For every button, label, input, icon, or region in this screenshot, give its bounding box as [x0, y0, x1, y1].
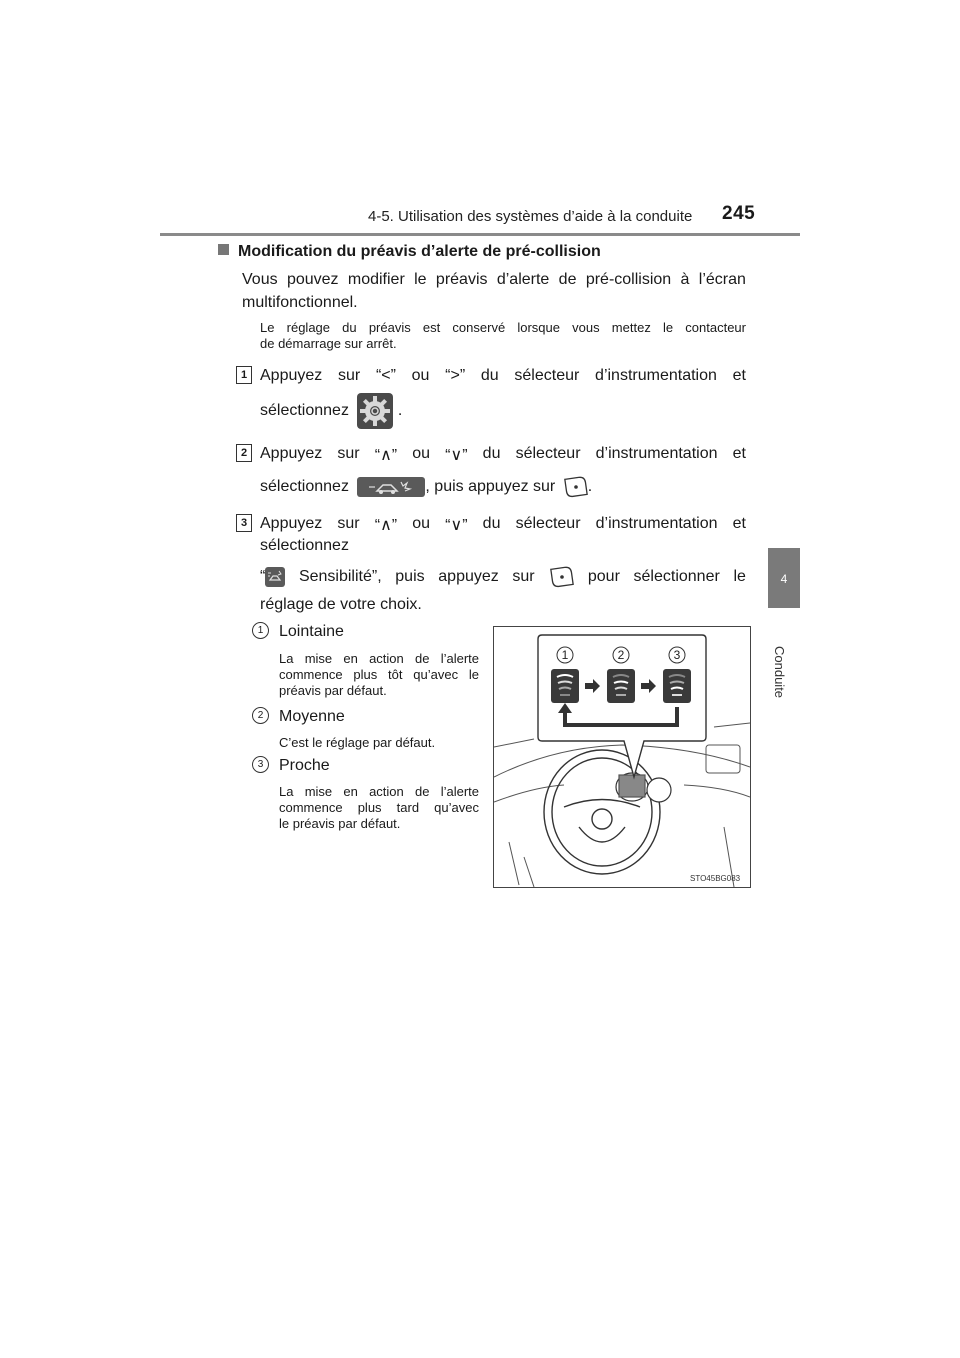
intro-line-1: Vous pouvez modifier le préavis d’alerte de pré-collision à l’écran: [242, 271, 746, 288]
illustration-figure: [493, 626, 751, 888]
running-header-section: 4-5. Utilisation des systèmes d’aide à la conduite: [368, 208, 693, 225]
option-desc-2-line-1: C’est le réglage par défaut.: [279, 735, 436, 750]
step-2-line-1: Appuyez sur “∧” ou “∨” du sélecteur d’instrumentation et: [260, 445, 746, 464]
page-number: 245: [722, 203, 756, 224]
option-desc-1-line-2: commence plus tôt qu’avec le: [279, 667, 479, 682]
option-number-3: 3: [252, 756, 269, 773]
step-1-line-2: sélectionnez .: [260, 393, 746, 429]
step-number-2: 2: [236, 444, 252, 462]
header-rule: [160, 233, 800, 236]
option-title-lointaine: Lointaine: [279, 623, 344, 640]
figure-label-3: 3: [673, 648, 681, 662]
ok-button-icon: [562, 474, 588, 500]
square-bullet-icon: [218, 244, 229, 255]
step-3-line-4: réglage de votre choix.: [260, 596, 422, 613]
chapter-tab-number: 4: [780, 572, 788, 586]
step-1-line-1: Appuyez sur “<” ou “>” du sélecteur d’instrumentation et: [260, 367, 746, 384]
section-title: [218, 243, 601, 261]
option-desc-3-line-3: le préavis par défaut.: [279, 816, 401, 831]
option-title-moyenne: Moyenne: [279, 708, 345, 725]
steering-wheel-illustration: [494, 627, 750, 887]
step-3-line-1: Appuyez sur “∧” ou “∨” du sélecteur d’instrumentation et: [260, 515, 746, 534]
intro-line-2: multifonctionnel.: [242, 294, 358, 311]
option-desc-1-line-3: préavis par défaut.: [279, 683, 387, 698]
chapter-tab-label: Conduite: [772, 646, 787, 699]
ok-button-icon-2: [548, 564, 574, 590]
sensitivity-screen-far: [551, 669, 579, 703]
step-3-line-3: “ Sensibilité”, puis appuyez sur pour sélectionner le: [260, 564, 746, 590]
option-desc-1-line-1: La mise en action de l’alerte: [279, 651, 479, 666]
figure-code: STO45BG083: [690, 874, 741, 883]
step-3-line-2: sélectionnez: [260, 537, 349, 554]
gear-icon: [357, 393, 393, 429]
sensitivity-screen-near: [663, 669, 691, 703]
option-desc-3-line-2: commence plus tard qu’avec: [279, 800, 479, 815]
option-title-proche: Proche: [279, 757, 330, 774]
option-desc-3-line-1: La mise en action de l’alerte: [279, 784, 479, 799]
option-number-1: 1: [252, 622, 269, 639]
step-2-line-2: sélectionnez , puis appuyez sur .: [260, 474, 746, 500]
note-line-1: Le réglage du préavis est conservé lorsque vous mettez le contacteur: [260, 320, 746, 335]
figure-label-1: 1: [561, 648, 569, 662]
section-title-text: Modification du préavis d’alerte de pré-collision: [238, 243, 601, 260]
sensitivity-screen-medium: [607, 669, 635, 703]
option-number-2: 2: [252, 707, 269, 724]
figure-label-2: 2: [617, 648, 625, 662]
step-number-3: 3: [236, 514, 252, 532]
step-number-1: 1: [236, 366, 252, 384]
pre-collision-icon: [357, 477, 425, 497]
note-line-2: de démarrage sur arrêt.: [260, 336, 397, 351]
sensitivity-icon: [265, 567, 285, 587]
